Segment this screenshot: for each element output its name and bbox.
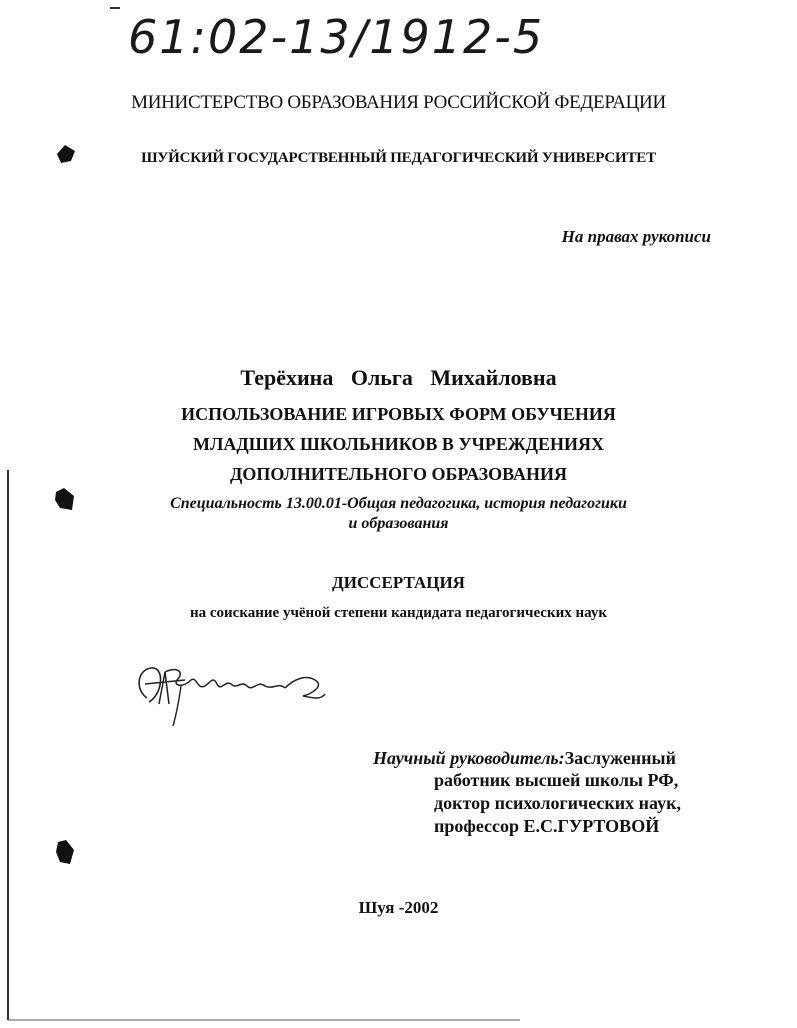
author-name: Терёхина Ольга Михайловна (240, 365, 557, 390)
supervisor-honorific: Заслуженный (564, 748, 676, 768)
punch-mark-bottom (52, 838, 78, 868)
thesis-title-line-1: ИСПОЛЬЗОВАНИЕ ИГРОВЫХ ФОРМ ОБУЧЕНИЯ (181, 404, 616, 424)
supervisor-line-3: доктор психологических наук, (434, 793, 681, 813)
university-name: ШУЙСКИЙ ГОСУДАРСТВЕННЫЙ ПЕДАГОГИЧЕСКИЙ УНИВЕРСИТЕТ (141, 150, 656, 166)
specialty-line-1: Специальность 13.00.01-Общая педагогика, история педагогики (170, 495, 627, 512)
manuscript-rights-note: На правах рукописи (561, 227, 711, 246)
city-year: Шуя -2002 (358, 898, 439, 917)
specialty-line-2: и образования (348, 515, 449, 532)
thesis-title-line-2: МЛАДШИХ ШКОЛЬНИКОВ В УЧРЕЖДЕНИЯХ (192, 434, 605, 454)
supervisor-line-1 (373, 748, 676, 769)
degree-statement: на соискание учёной степени кандидата педагогических наук (189, 605, 608, 621)
supervisor-line-4: профессор Е.С.ГУРТОВОЙ (434, 816, 660, 836)
supervisor-label: Научный руководитель: (373, 748, 565, 768)
document-type: ДИССЕРТАЦИЯ (332, 573, 465, 592)
supervisor-line-2: работник высшей школы РФ, (434, 770, 679, 790)
ministry-name: МИНИСТЕРСТВО ОБРАЗОВАНИЯ РОССИЙСКОЙ ФЕДЕРАЦИИ (131, 92, 666, 113)
thesis-title-line-3: ДОПОЛНИТЕЛЬНОГО ОБРАЗОВАНИЯ (229, 464, 568, 484)
archive-code-handwritten: 61:02-13/1912-5 (128, 10, 545, 64)
author-signature (125, 650, 340, 735)
